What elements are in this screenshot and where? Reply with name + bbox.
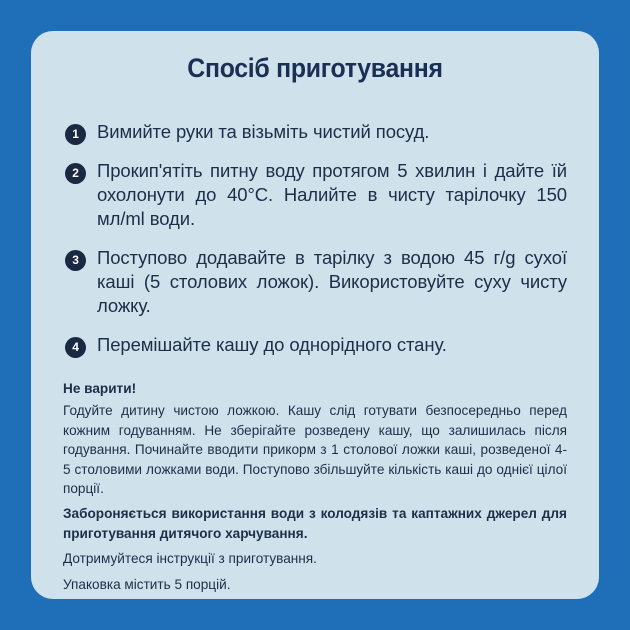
follow-instructions-note: Дотримуйтеся інструкції з приготування. xyxy=(63,551,317,567)
step-number-badge: 3 xyxy=(65,250,86,271)
step-4 xyxy=(63,333,567,357)
instructions-card xyxy=(31,31,599,599)
do-not-boil-heading: Не варити! xyxy=(63,381,137,396)
step-text: Перемішайте кашу до однорідного стану. xyxy=(97,334,447,355)
step-number-badge: 4 xyxy=(65,337,86,358)
feeding-instructions: Годуйте дитину чистою ложкою. Кашу слід готувати безпосередньо перед кожним годуванням. Не зберігайте розведену кашу, що залишилась після годування. Починайте вводити прикорм з 1 столової ложки каші, розведеної 4-5 столовими ложками води. Поступово збільшуйте кількість каші до однієї цілої порції. xyxy=(63,403,567,497)
notes-section xyxy=(63,379,567,594)
step-number-badge: 1 xyxy=(65,124,86,145)
step-text: Прокип'ятіть питну воду протягом 5 хвилин і дайте їй охолонути до 40°С. Налийте в чисту тарілочку 150 мл/ml води. xyxy=(97,160,567,229)
package-contents-note: Упаковка містить 5 порцій. xyxy=(63,576,231,592)
step-text: Поступово додавайте в тарілку з водою 45 г/g сухої каші (5 столових ложок). Використовуйте суху чисту ложку. xyxy=(97,247,567,316)
steps-list xyxy=(63,120,567,357)
step-text: Вимийте руки та візьміть чистий посуд. xyxy=(97,121,430,142)
step-1 xyxy=(63,120,567,144)
step-number-badge: 2 xyxy=(65,163,86,184)
step-3 xyxy=(63,246,567,318)
water-warning: Забороняється використання води з колодязів та каптажних джерел для приготування дитячого харчування. xyxy=(63,506,567,541)
step-2 xyxy=(63,159,567,231)
page-title: Спосіб приготування xyxy=(187,53,443,83)
